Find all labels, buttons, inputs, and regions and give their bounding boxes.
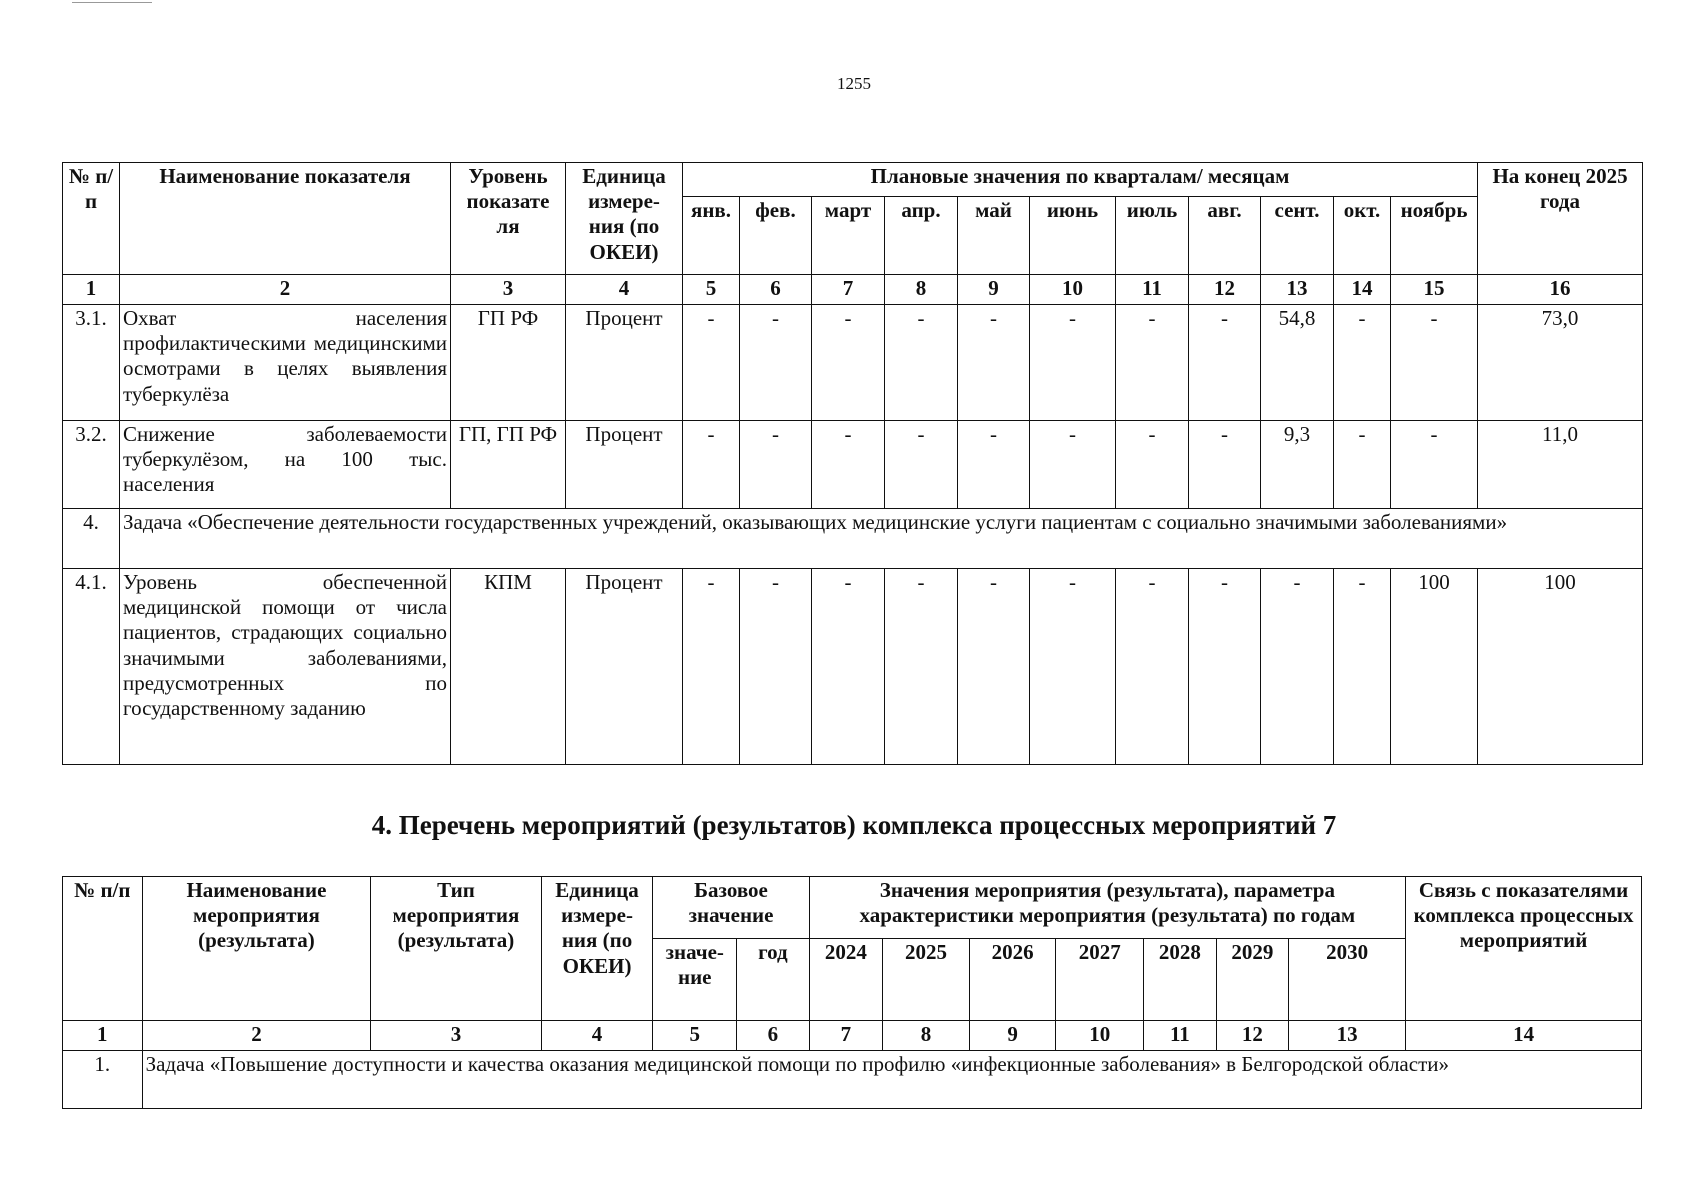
month-value: - (1189, 421, 1261, 509)
column-number: 13 (1289, 1021, 1406, 1051)
month-value: - (1334, 421, 1391, 509)
column-number: 1 (63, 1021, 143, 1051)
column-number: 4 (541, 1021, 653, 1051)
month-value: - (1116, 305, 1189, 421)
month-value: - (1189, 305, 1261, 421)
col-header-base: Базовое значение (653, 877, 809, 939)
month-header: апр. (885, 197, 958, 275)
month-value: - (740, 305, 812, 421)
indicator-level: ГП, ГП РФ (451, 421, 566, 509)
indicators-table (62, 162, 1643, 765)
column-number: 3 (371, 1021, 541, 1051)
month-value: - (812, 305, 885, 421)
column-number: 12 (1189, 275, 1261, 305)
month-header: авг. (1189, 197, 1261, 275)
column-number: 5 (683, 275, 740, 305)
row-number: 4.1. (63, 569, 120, 765)
month-value: - (1261, 569, 1334, 765)
column-numbers-row (63, 1021, 1642, 1051)
col-header-link: Связь с показателями комплекса процессных мероприятий (1406, 877, 1642, 1021)
col-header-base-value: значе- ние (653, 939, 737, 1021)
row-number: 1. (63, 1051, 143, 1109)
column-numbers-row (63, 275, 1643, 305)
month-header: май (958, 197, 1030, 275)
page-number: 1255 (837, 74, 871, 93)
col-header-level: Уровень показате ля (451, 163, 566, 275)
col-header-end: На конец 2025 года (1478, 163, 1643, 275)
column-number: 8 (883, 1021, 970, 1051)
month-header: сент. (1261, 197, 1334, 275)
scan-mark (72, 2, 152, 3)
month-value: 100 (1391, 569, 1478, 765)
column-number: 10 (1056, 1021, 1144, 1051)
task-text: Задача «Повышение доступности и качества оказания медицинской помощи по профилю «инфекционные заболевания» в Белгородской области» (142, 1051, 1641, 1109)
indicator-level: ГП РФ (451, 305, 566, 421)
column-number: 11 (1144, 1021, 1217, 1051)
col-header-base-year: год (737, 939, 810, 1021)
month-value: - (1391, 305, 1478, 421)
row-number: 3.1. (63, 305, 120, 421)
year-header: 2024 (809, 939, 883, 1021)
end-of-year-value: 100 (1478, 569, 1643, 765)
indicator-name: Уровень обеспеченной медицинской помощи от числа пациентов, страдающих социально значимыми заболеваниями, предусмотренных по государственному заданию (120, 569, 451, 765)
end-of-year-value: 11,0 (1478, 421, 1643, 509)
month-value: - (740, 421, 812, 509)
col-header-num: № п/п (63, 163, 120, 275)
month-value: - (958, 305, 1030, 421)
indicator-unit: Процент (566, 421, 683, 509)
year-header: 2029 (1216, 939, 1289, 1021)
section-title: 4. Перечень мероприятий (результатов) комплекса процессных мероприятий 7 (371, 810, 1337, 840)
col-header-plan: Плановые значения по кварталам/ месяцам (683, 163, 1478, 197)
month-header: июль (1116, 197, 1189, 275)
year-header: 2028 (1144, 939, 1217, 1021)
month-value: - (812, 569, 885, 765)
month-value: - (683, 569, 740, 765)
year-header: 2026 (969, 939, 1056, 1021)
column-number: 4 (566, 275, 683, 305)
column-number: 14 (1406, 1021, 1642, 1051)
column-number: 3 (451, 275, 566, 305)
column-number: 2 (120, 275, 451, 305)
month-value: - (958, 421, 1030, 509)
month-value: 9,3 (1261, 421, 1334, 509)
indicator-level: КПМ (451, 569, 566, 765)
column-number: 7 (809, 1021, 883, 1051)
month-value: - (1334, 305, 1391, 421)
month-header: окт. (1334, 197, 1391, 275)
month-value: - (1030, 305, 1116, 421)
month-value: - (885, 305, 958, 421)
col-header-num: № п/п (63, 877, 143, 1021)
column-number: 6 (740, 275, 812, 305)
col-header-name: Наименование мероприятия (результата) (142, 877, 371, 1021)
column-number: 13 (1261, 275, 1334, 305)
row-number: 3.2. (63, 421, 120, 509)
column-number: 9 (969, 1021, 1056, 1051)
year-header: 2030 (1289, 939, 1406, 1021)
month-value: - (1334, 569, 1391, 765)
table-row (63, 569, 1643, 765)
month-value: - (885, 569, 958, 765)
indicator-unit: Процент (566, 305, 683, 421)
year-header: 2027 (1056, 939, 1144, 1021)
column-number: 6 (737, 1021, 810, 1051)
month-value: - (740, 569, 812, 765)
indicator-name: Охват населения профилактическими медицинскими осмотрами в целях выявления туберкулёза (120, 305, 451, 421)
column-number: 9 (958, 275, 1030, 305)
column-number: 8 (885, 275, 958, 305)
table-row (63, 421, 1643, 509)
column-number: 14 (1334, 275, 1391, 305)
col-header-unit: Единица измере- ния (по ОКЕИ) (566, 163, 683, 275)
year-header: 2025 (883, 939, 970, 1021)
month-value: - (1189, 569, 1261, 765)
month-header: март (812, 197, 885, 275)
end-of-year-value: 73,0 (1478, 305, 1643, 421)
column-number: 12 (1216, 1021, 1289, 1051)
month-value: - (812, 421, 885, 509)
month-value: - (1030, 569, 1116, 765)
column-number: 2 (142, 1021, 371, 1051)
month-header: янв. (683, 197, 740, 275)
month-header: фев. (740, 197, 812, 275)
month-value: - (1391, 421, 1478, 509)
month-value: - (683, 421, 740, 509)
month-value: - (683, 305, 740, 421)
column-number: 5 (653, 1021, 737, 1051)
month-value: - (958, 569, 1030, 765)
table-row (63, 305, 1643, 421)
task-text: Задача «Обеспечение деятельности государственных учреждений, оказывающих медицинские услуги пациентам с социально значимыми заболеваниями» (120, 509, 1643, 569)
activities-table (62, 876, 1642, 1109)
month-value: - (1116, 421, 1189, 509)
month-header: июнь (1030, 197, 1116, 275)
column-number: 11 (1116, 275, 1189, 305)
column-number: 16 (1478, 275, 1643, 305)
column-number: 1 (63, 275, 120, 305)
row-number: 4. (63, 509, 120, 569)
column-number: 15 (1391, 275, 1478, 305)
indicator-unit: Процент (566, 569, 683, 765)
task-row (63, 1051, 1642, 1109)
month-value: - (1030, 421, 1116, 509)
col-header-name: Наименование показателя (120, 163, 451, 275)
month-value: 54,8 (1261, 305, 1334, 421)
month-value: - (885, 421, 958, 509)
month-header: ноябрь (1391, 197, 1478, 275)
col-header-type: Тип мероприятия (результата) (371, 877, 541, 1021)
col-header-values: Значения мероприятия (результата), параметра характеристики мероприятия (результата) по годам (809, 877, 1406, 939)
task-row (63, 509, 1643, 569)
indicator-name: Снижение заболеваемости туберкулёзом, на 100 тыс. населения (120, 421, 451, 509)
col-header-unit: Единица измере- ния (по ОКЕИ) (541, 877, 653, 1021)
column-number: 7 (812, 275, 885, 305)
column-number: 10 (1030, 275, 1116, 305)
month-value: - (1116, 569, 1189, 765)
